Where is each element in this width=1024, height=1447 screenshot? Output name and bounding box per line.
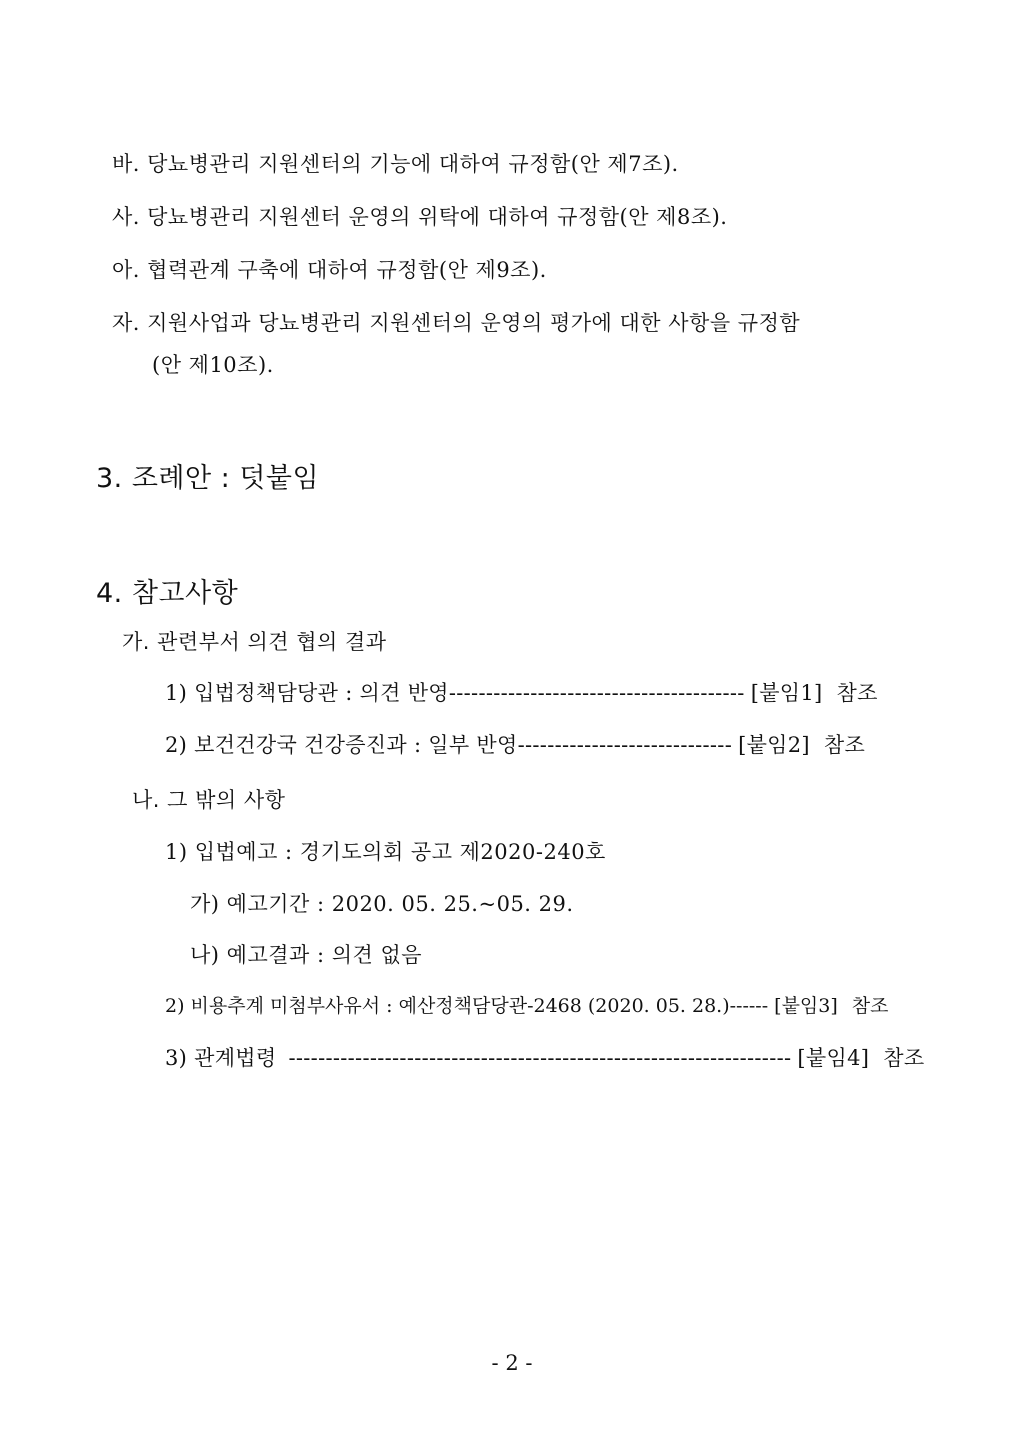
dotted-leader: ------ <box>729 995 769 1017</box>
ref-label: 2) 비용추계 미첨부사유서 : 예산정책담당관-2468 (2020. 05. 28.) <box>165 995 730 1017</box>
item-a: 아. 협력관계 구축에 대하여 규정함(안 제9조). <box>112 258 547 282</box>
ref-label: 1) 입법정책담당관 : 의견 반영 <box>165 681 449 705</box>
see-label: 참조 <box>883 1046 925 1070</box>
page-number: - 2 - <box>491 1351 533 1375</box>
ref-line-ga-1 <box>165 683 878 704</box>
ref-line-na-3 <box>165 1048 924 1069</box>
section-3-heading: 3. 조례안 : 덧붙임 <box>96 463 320 494</box>
na-item-1-period: 가) 예고기간 : 2020. 05. 25.~05. 29. <box>190 892 574 916</box>
na-item-1-result: 나) 예고결과 : 의견 없음 <box>190 943 423 967</box>
attachment-ref: [붙임2] <box>738 733 810 757</box>
see-label: 참조 <box>836 681 878 705</box>
ref-line-ga-2 <box>165 735 865 756</box>
item-ja: 자. 지원사업과 당뇨병관리 지원센터의 운영의 평가에 대한 사항을 규정함 <box>112 311 801 335</box>
item-ja-continuation: (안 제10조). <box>152 353 274 377</box>
see-label: 참조 <box>851 995 889 1017</box>
ref-label: 2) 보건건강국 건강증진과 : 일부 반영 <box>165 733 518 757</box>
dotted-leader: ---------------------------------------- <box>448 681 745 705</box>
attachment-ref: [붙임4] <box>797 1046 870 1070</box>
dotted-leader: ----------------------------- <box>517 733 733 757</box>
ref-line-na-2 <box>165 997 889 1016</box>
item-sa: 사. 당뇨병관리 지원센터 운영의 위탁에 대하여 규정함(안 제8조). <box>112 205 728 229</box>
subsection-na: 나. 그 밖의 사항 <box>132 788 286 812</box>
na-item-1: 1) 입법예고 : 경기도의회 공고 제2020-240호 <box>165 840 606 864</box>
dotted-leader: -------------------------------------------------------------------- <box>288 1046 792 1070</box>
see-label: 참조 <box>823 733 866 757</box>
attachment-ref: [붙임3] <box>774 995 838 1017</box>
subsection-ga: 가. 관련부서 의견 협의 결과 <box>122 630 387 654</box>
item-ba: 바. 당뇨병관리 지원센터의 기능에 대하여 규정함(안 제7조). <box>112 152 679 176</box>
ref-label: 3) 관계법령 <box>165 1046 277 1070</box>
section-4-heading: 4. 참고사항 <box>96 578 239 609</box>
attachment-ref: [붙임1] <box>750 681 823 705</box>
